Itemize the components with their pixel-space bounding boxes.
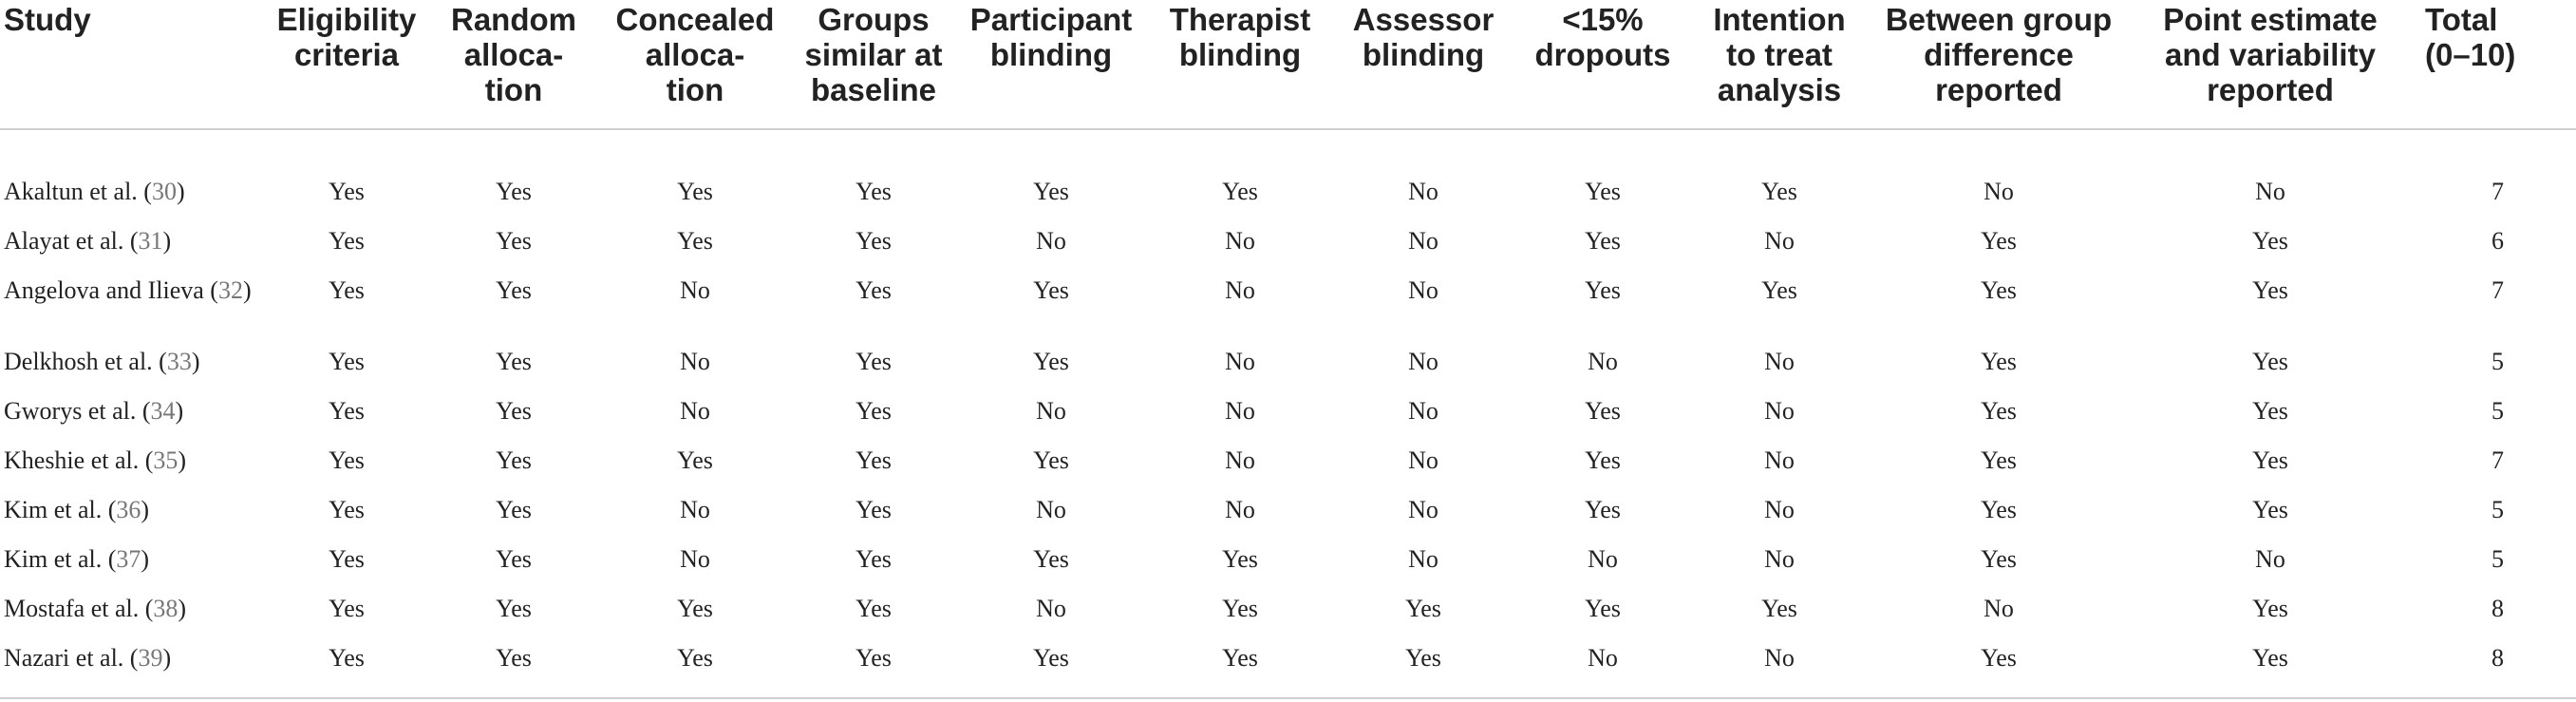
criterion-cell: No [1588, 348, 1618, 375]
criterion-cell: Yes [1981, 227, 2017, 255]
reference-link[interactable]: 33 [166, 348, 192, 375]
criterion-cell: Yes [856, 397, 892, 425]
criterion-cell: Yes [1981, 348, 2017, 375]
criterion-cell: Yes [856, 496, 892, 523]
criterion-cell: Yes [677, 446, 713, 474]
criterion-cell: No [1764, 545, 1795, 573]
criterion-cell: Yes [2252, 227, 2288, 255]
criterion-cell: No [1588, 644, 1618, 672]
table-row [0, 524, 2576, 574]
header-row [0, 0, 2576, 129]
criterion-cell: Yes [1033, 545, 1069, 573]
criterion-cell: Yes [496, 446, 532, 474]
criterion-cell: No [1408, 178, 1438, 205]
criterion-cell: Yes [1033, 446, 1069, 474]
study-cell [0, 524, 266, 574]
criterion-cell: Yes [1981, 276, 2017, 304]
criterion-cell: Yes [1761, 595, 1797, 622]
criterion-cell: Yes [329, 178, 365, 205]
criterion-cell: No [1984, 178, 2014, 205]
criterion-cell: Yes [1222, 178, 1258, 205]
reference-link[interactable]: 38 [153, 595, 179, 622]
criterion-cell: Yes [1981, 446, 2017, 474]
criterion-cell: Yes [496, 644, 532, 672]
criterion-cell: No [1408, 397, 1438, 425]
criterion-cell: Yes [329, 644, 365, 672]
criterion-cell: Yes [856, 227, 892, 255]
criterion-cell: Yes [496, 178, 532, 205]
column-header-assessor-blinding: Assessor blinding [1335, 0, 1512, 129]
column-header-eligibility-criteria: Eligibility criteria [266, 0, 427, 129]
table-row [0, 206, 2576, 256]
criterion-cell: Yes [1033, 348, 1069, 375]
criterion-cell: Yes [1222, 545, 1258, 573]
table-row [0, 129, 2576, 206]
criterion-cell: Yes [2252, 348, 2288, 375]
criterion-cell: No [2255, 545, 2285, 573]
criterion-cell: Yes [1761, 276, 1797, 304]
reference-link[interactable]: 37 [116, 545, 141, 573]
study-cell [0, 256, 266, 327]
reference-link[interactable]: 31 [138, 227, 163, 255]
table-row [0, 256, 2576, 327]
criterion-cell: Yes [496, 545, 532, 573]
criterion-cell: No [680, 545, 710, 573]
criterion-cell: No [680, 397, 710, 425]
column-header-groups-similar-at-baseline: Groups similar at baseline [790, 0, 957, 129]
criterion-cell: Yes [329, 227, 365, 255]
criterion-cell: No [680, 348, 710, 375]
criterion-cell: Yes [677, 178, 713, 205]
criterion-cell: Yes [1761, 178, 1797, 205]
criterion-cell: No [1036, 227, 1066, 255]
criterion-cell: Yes [1033, 178, 1069, 205]
criterion-cell: No [1036, 397, 1066, 425]
criterion-cell: No [1036, 496, 1066, 523]
criterion-cell: Yes [2252, 397, 2288, 425]
table-bottom-rule [0, 697, 2576, 699]
study-name: Kim et al. ( [4, 545, 117, 573]
study-cell [0, 327, 266, 376]
reference-close-paren: ) [178, 446, 187, 474]
criterion-cell: Yes [2252, 446, 2288, 474]
criterion-cell: Yes [856, 545, 892, 573]
criterion-cell: Yes [677, 227, 713, 255]
column-header-participant-blinding: Participant blinding [957, 0, 1145, 129]
reference-link[interactable]: 30 [151, 178, 177, 205]
criterion-cell: No [1225, 348, 1255, 375]
reference-link[interactable]: 35 [153, 446, 179, 474]
criterion-cell: Yes [496, 276, 532, 304]
table-row [0, 426, 2576, 475]
criterion-cell: No [1225, 227, 1255, 255]
criterion-cell: No [1408, 276, 1438, 304]
criterion-cell: Yes [1981, 644, 2017, 672]
criterion-cell: Yes [1585, 595, 1621, 622]
reference-close-paren: ) [141, 545, 150, 573]
criterion-cell: Yes [1222, 644, 1258, 672]
total-score-cell: 8 [2491, 595, 2504, 622]
criterion-cell: Yes [496, 496, 532, 523]
reference-close-paren: ) [141, 496, 150, 523]
total-score-cell: 5 [2491, 397, 2504, 425]
table-row [0, 475, 2576, 524]
criterion-cell: Yes [856, 644, 892, 672]
reference-link[interactable]: 39 [138, 644, 163, 672]
table-body [0, 129, 2576, 673]
total-score-cell: 7 [2491, 446, 2504, 474]
study-name: Akaltun et al. ( [4, 178, 152, 205]
criterion-cell: Yes [1222, 595, 1258, 622]
study-name: Kheshie et al. ( [4, 446, 154, 474]
study-cell [0, 206, 266, 256]
table-row [0, 327, 2576, 376]
criterion-cell: Yes [1585, 397, 1621, 425]
criterion-cell: No [1984, 595, 2014, 622]
column-header-concealed-allocation: Concealed alloca- tion [600, 0, 790, 129]
column-header-total: Total (0–10) [2408, 0, 2576, 129]
criterion-cell: No [1764, 227, 1795, 255]
criterion-cell: Yes [1033, 276, 1069, 304]
column-header-dropouts-under-15: <15% dropouts [1512, 0, 1694, 129]
criterion-cell: Yes [1033, 644, 1069, 672]
criterion-cell: Yes [1405, 644, 1441, 672]
study-name: Kim et al. ( [4, 496, 117, 523]
total-score-cell: 6 [2491, 227, 2504, 255]
criterion-cell: Yes [1405, 595, 1441, 622]
study-cell [0, 376, 266, 426]
column-header-therapist-blinding: Therapist blinding [1145, 0, 1335, 129]
criterion-cell: Yes [2252, 276, 2288, 304]
criterion-cell: Yes [329, 545, 365, 573]
criterion-cell: Yes [2252, 595, 2288, 622]
total-score-cell: 7 [2491, 178, 2504, 205]
reference-link[interactable]: 32 [217, 276, 243, 304]
criterion-cell: Yes [677, 644, 713, 672]
criterion-cell: Yes [329, 595, 365, 622]
study-name: Gworys et al. ( [4, 397, 151, 425]
reference-close-paren: ) [175, 397, 184, 425]
reference-close-paren: ) [242, 276, 252, 304]
criterion-cell: Yes [1585, 496, 1621, 523]
criterion-cell: Yes [496, 595, 532, 622]
criterion-cell: Yes [856, 595, 892, 622]
criterion-cell: No [1764, 644, 1795, 672]
reference-close-paren: ) [176, 178, 185, 205]
criterion-cell: Yes [2252, 644, 2288, 672]
reference-close-paren: ) [178, 595, 187, 622]
criterion-cell: Yes [496, 397, 532, 425]
total-score-cell: 7 [2491, 276, 2504, 304]
table-row [0, 574, 2576, 623]
reference-link[interactable]: 34 [150, 397, 176, 425]
criterion-cell: No [1764, 397, 1795, 425]
study-cell [0, 574, 266, 623]
criterion-cell: No [1225, 276, 1255, 304]
study-name: Alayat et al. ( [4, 227, 139, 255]
criterion-cell: Yes [2252, 496, 2288, 523]
criterion-cell: No [1408, 227, 1438, 255]
criterion-cell: Yes [1585, 227, 1621, 255]
column-header-intention-to-treat: Intention to treat analysis [1694, 0, 1865, 129]
total-score-cell: 8 [2491, 644, 2504, 672]
column-header-random-allocation: Random alloca- tion [427, 0, 600, 129]
table-row [0, 376, 2576, 426]
criterion-cell: Yes [329, 397, 365, 425]
table-row [0, 623, 2576, 673]
criterion-cell: Yes [1585, 446, 1621, 474]
column-header-point-estimate-variability: Point estimate and variability reported [2133, 0, 2408, 129]
total-score-cell: 5 [2491, 348, 2504, 375]
criterion-cell: No [1588, 545, 1618, 573]
reference-close-paren: ) [162, 227, 172, 255]
reference-close-paren: ) [162, 644, 172, 672]
criterion-cell: Yes [856, 446, 892, 474]
criterion-cell: No [1408, 446, 1438, 474]
column-header-between-group-difference: Between group difference reported [1865, 0, 2133, 129]
study-cell [0, 129, 266, 206]
reference-close-paren: ) [191, 348, 200, 375]
criterion-cell: Yes [329, 276, 365, 304]
column-header-study: Study [0, 0, 266, 129]
criterion-cell: Yes [329, 348, 365, 375]
criterion-cell: No [1225, 446, 1255, 474]
criterion-cell: No [1225, 397, 1255, 425]
criterion-cell: No [680, 276, 710, 304]
criterion-cell: No [1764, 446, 1795, 474]
criterion-cell: No [1408, 496, 1438, 523]
criterion-cell: No [2255, 178, 2285, 205]
criterion-cell: Yes [329, 496, 365, 523]
criterion-cell: Yes [1981, 545, 2017, 573]
criterion-cell: No [1225, 496, 1255, 523]
total-score-cell: 5 [2491, 496, 2504, 523]
study-cell [0, 475, 266, 524]
criterion-cell: Yes [1981, 496, 2017, 523]
criterion-cell: No [680, 496, 710, 523]
study-cell [0, 426, 266, 475]
study-name: Mostafa et al. ( [4, 595, 154, 622]
study-name: Nazari et al. ( [4, 644, 139, 672]
study-cell [0, 623, 266, 673]
criterion-cell: Yes [1585, 276, 1621, 304]
criterion-cell: No [1036, 595, 1066, 622]
table-header [0, 0, 2576, 129]
criterion-cell: Yes [496, 227, 532, 255]
criterion-cell: No [1408, 348, 1438, 375]
criterion-cell: Yes [856, 178, 892, 205]
total-score-cell: 5 [2491, 545, 2504, 573]
criterion-cell: No [1408, 545, 1438, 573]
criterion-cell: Yes [856, 348, 892, 375]
study-name: Angelova and Ilieva ( [4, 276, 218, 304]
reference-link[interactable]: 36 [116, 496, 141, 523]
criterion-cell: Yes [1981, 397, 2017, 425]
criterion-cell: No [1764, 348, 1795, 375]
criterion-cell: Yes [496, 348, 532, 375]
criterion-cell: No [1764, 496, 1795, 523]
criterion-cell: Yes [677, 595, 713, 622]
criterion-cell: Yes [1585, 178, 1621, 205]
study-name: Delkhosh et al. ( [4, 348, 167, 375]
criterion-cell: Yes [856, 276, 892, 304]
criterion-cell: Yes [329, 446, 365, 474]
